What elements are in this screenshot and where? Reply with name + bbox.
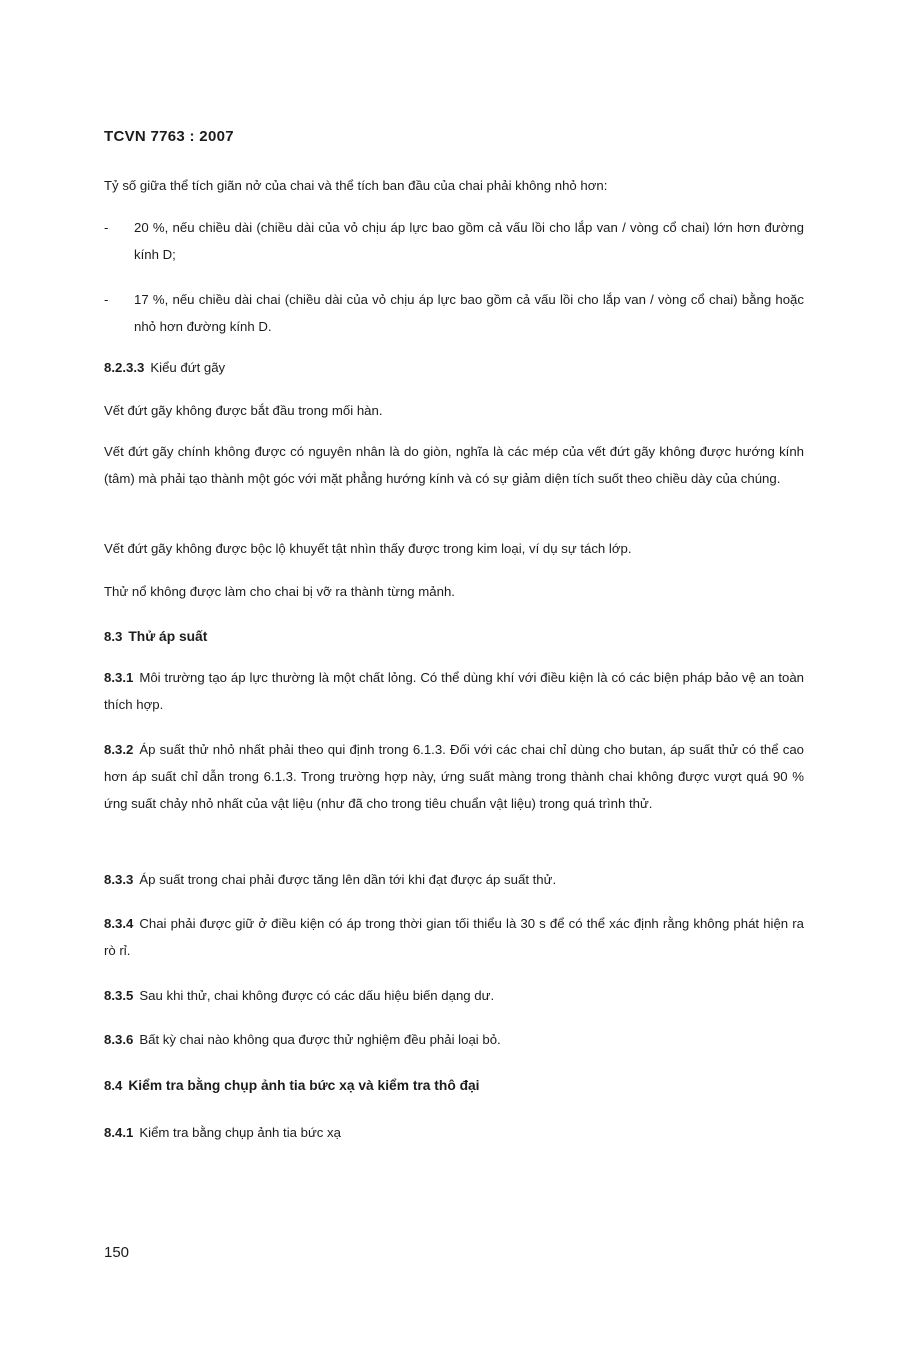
intro-paragraph: Tỷ số giữa thể tích giãn nở của chai và thể tích ban đầu của chai phải không nhỏ hơn:	[104, 178, 608, 193]
section-heading-8-4	[104, 1072, 804, 1099]
section-title: Thử áp suất	[128, 629, 208, 644]
section-number: 8.2.3.3	[104, 360, 145, 375]
clause-8-3-4	[104, 910, 804, 964]
page-number: 150	[104, 1244, 130, 1261]
paragraph: Vết đứt gãy không được bộc lộ khuyết tật nhìn thấy được trong kim loại, ví dụ sự tách lớp.	[104, 541, 632, 556]
clause-number: 8.3.3	[104, 872, 134, 887]
clause-text: Chai phải được giữ ở điều kiện có áp trong thời gian tối thiểu là 30 s để có thể xác định rằng không phát hiện ra rò rỉ.	[104, 916, 804, 958]
standard-header: TCVN 7763 : 2007	[104, 128, 234, 145]
clause-8-3-2	[104, 736, 804, 817]
clause-8-3-5	[104, 982, 804, 1009]
paragraph: Vết đứt gãy chính không được có nguyên nhân là do giòn, nghĩa là các mép của vết đứt gãy không được hướng kính (tâm) mà phải tạo thành một góc với mặt phẳng hướng kính và có sự giảm diện tích suốt theo chiều dày của chúng.	[104, 444, 804, 486]
clause-text: Áp suất trong chai phải được tăng lên dần tới khi đạt được áp suất thử.	[139, 872, 557, 887]
paragraph: Thử nổ không được làm cho chai bị vỡ ra thành từng mảnh.	[104, 584, 455, 599]
clause-number: 8.3.1	[104, 670, 134, 685]
clause-number: 8.3.2	[104, 742, 134, 757]
bullet-text: 20 %, nếu chiều dài (chiều dài của vỏ chịu áp lực bao gồm cả vấu lồi cho lắp van / vòng cổ chai) lớn hơn đường kính D;	[134, 220, 804, 262]
section-heading-8-2-3-3	[104, 354, 804, 381]
section-heading-8-4-1	[104, 1119, 804, 1146]
paragraph: Vết đứt gãy không được bắt đầu trong mối hàn.	[104, 403, 383, 418]
section-number: 8.4	[104, 1078, 123, 1093]
clause-8-3-1	[104, 664, 804, 718]
section-heading-8-3	[104, 623, 804, 650]
clause-number: 8.3.6	[104, 1032, 134, 1047]
clause-text: Áp suất thử nhỏ nhất phải theo qui định trong 6.1.3. Đối với các chai chỉ dùng cho butan, áp suất thử có thể cao hơn áp suất chỉ dẫn trong 6.1.3. Trong trường hợp này, ứng suất màng trong thành chai không được vượt quá 90 % ứng suất chảy nhỏ nhất của vật liệu (như đã cho trong tiêu chuẩn vật liệu) trong quá trình thử.	[104, 742, 804, 811]
section-title: Kiểu đứt gãy	[150, 360, 226, 375]
bullet-dash: -	[104, 220, 109, 235]
section-number: 8.4.1	[104, 1125, 134, 1140]
section-title: Kiểm tra bằng chụp ảnh tia bức xạ	[139, 1125, 341, 1140]
section-number: 8.3	[104, 629, 123, 644]
clause-8-3-6	[104, 1026, 804, 1053]
clause-8-3-3	[104, 866, 804, 893]
clause-number: 8.3.4	[104, 916, 134, 931]
clause-text: Sau khi thử, chai không được có các dấu hiệu biến dạng dư.	[139, 988, 495, 1003]
section-title: Kiểm tra bằng chụp ảnh tia bức xạ và kiểm tra thô đại	[128, 1078, 480, 1093]
list-item	[104, 214, 804, 268]
list-item	[104, 286, 804, 340]
bullet-dash: -	[104, 292, 109, 307]
bullet-text: 17 %, nếu chiều dài chai (chiều dài của vỏ chịu áp lực bao gồm cả vấu lồi cho lắp van / vòng cổ chai) bằng hoặc nhỏ hơn đường kính D.	[134, 292, 804, 334]
clause-number: 8.3.5	[104, 988, 134, 1003]
clause-text: Môi trường tạo áp lực thường là một chất lỏng. Có thể dùng khí với điều kiện là có các biện pháp bảo vệ an toàn thích hợp.	[104, 670, 804, 712]
clause-text: Bất kỳ chai nào không qua được thử nghiệm đều phải loại bỏ.	[139, 1032, 501, 1047]
